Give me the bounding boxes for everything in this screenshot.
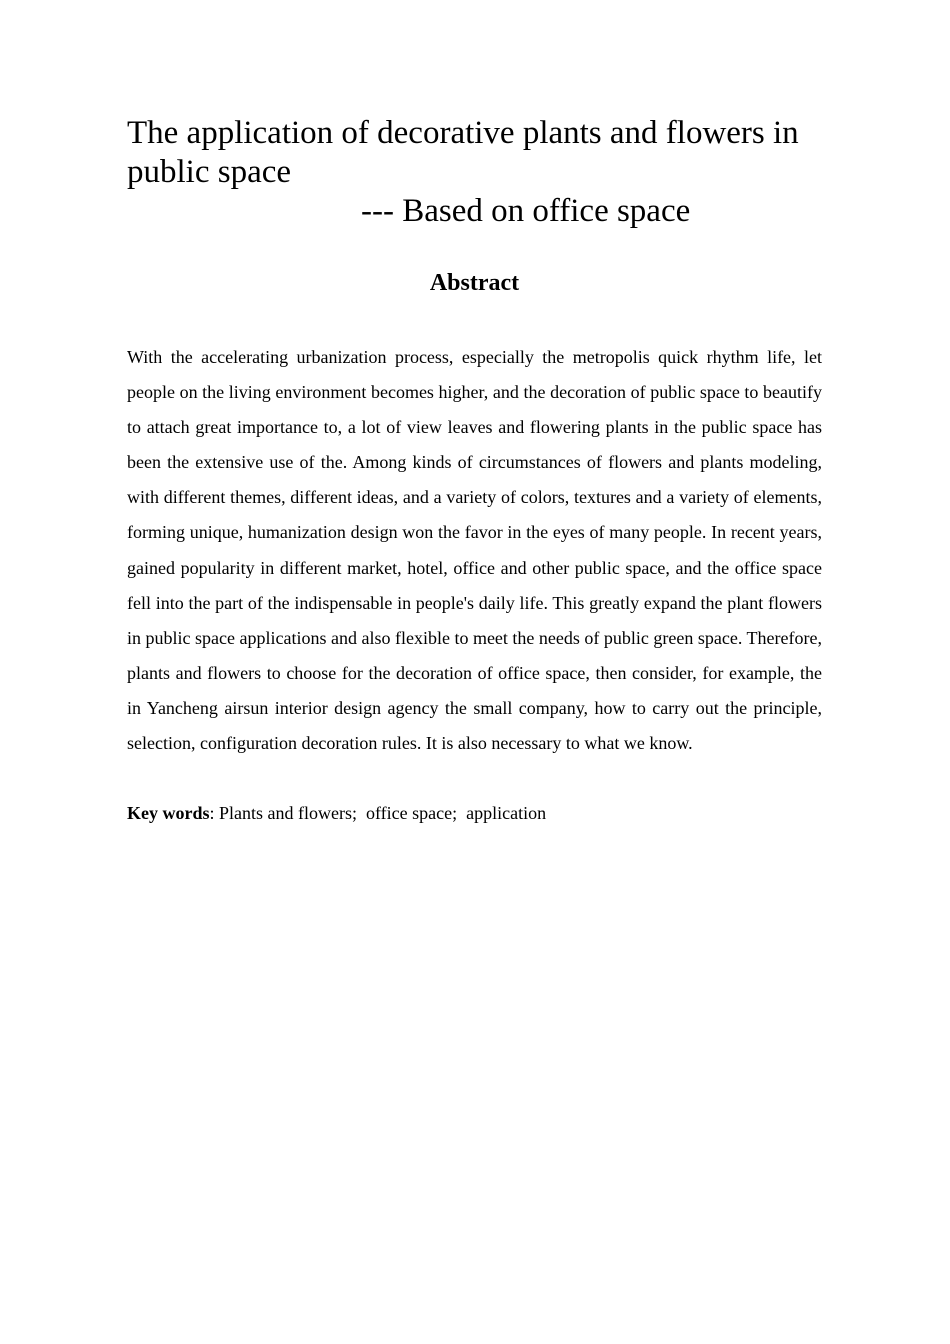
abstract-heading: Abstract	[429, 270, 520, 296]
document-subtitle: --- Based on office space	[361, 193, 691, 229]
title-block	[127, 114, 822, 231]
abstract-body: With the accelerating urbanization process, especially the metropolis quick rhythm life, let people on the living environment becomes higher, and the decoration of public space to beautify to attach great importance to, a lot of view leaves and flowering plants in the public space has been the extensive use of the. Among kinds of circumstances of flowers and plants modeling, with different themes, different ideas, and a variety of colors, textures and a variety of elements, forming unique, humanization design won the favor in the eyes of many people. In recent years, gained popularity in different market, hotel, office and other public space, and the office space fell into the part of the indispensable in people's daily life. This greatly expand the plant flowers in public space applications and also flexible to meet the needs of public green space. Therefore, plants and flowers to choose for the decoration of office space, then consider, for example, the in Yancheng airsun interior design agency the small company, how to carry out the principle, selection, configuration decoration rules. It is also necessary to what we know.	[127, 347, 822, 754]
keywords-text: : Plants and flowers; office space; application	[209, 803, 547, 823]
keywords-line	[127, 796, 822, 831]
keywords-label: Key words	[127, 803, 210, 823]
document-title: The application of decorative plants and flowers in public space	[127, 115, 799, 190]
